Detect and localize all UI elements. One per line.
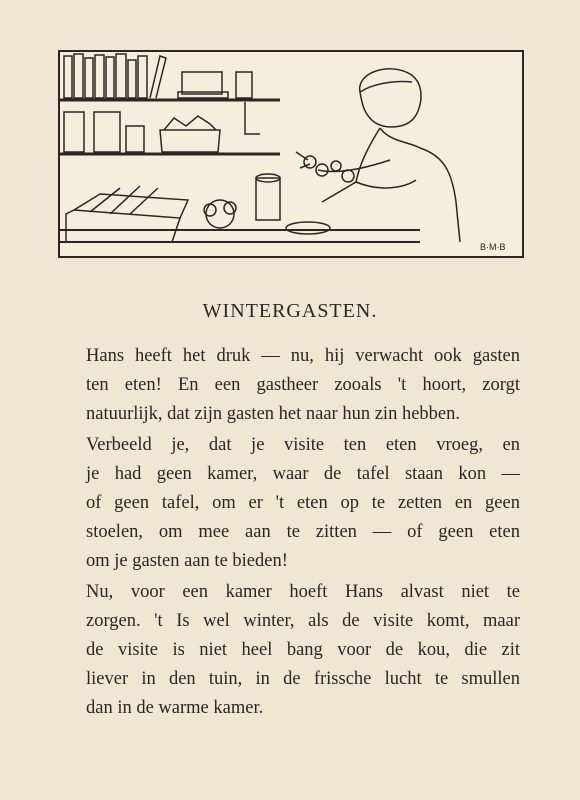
body-text — [86, 342, 520, 723]
chapter-title: WINTERGASTEN. — [202, 300, 378, 322]
text-line: of geen tafel, om er 't eten op te zetten en geen — [86, 493, 520, 513]
text-line: ten eten! En een gastheer zooals 't hoort, zorgt — [86, 375, 520, 395]
illustration-boy-with-flowers — [58, 50, 524, 258]
paragraph — [86, 578, 520, 723]
text-line: je had geen kamer, waar de tafel staan kon — — [86, 464, 520, 484]
text-line: natuurlijk, dat zijn gasten het naar hun zin hebben. — [86, 404, 460, 424]
text-line: Nu, voor een kamer hoeft Hans alvast niet te — [86, 582, 520, 602]
text-line: stoelen, om mee aan te zitten — of geen eten — [86, 522, 520, 542]
paragraph — [86, 431, 520, 576]
text-line: Hans heeft het druk — nu, hij verwacht ook gasten — [86, 346, 520, 366]
text-line: zorgen. 't Is wel winter, als de visite komt, maar — [86, 611, 520, 631]
text-line: om je gasten aan te bieden! — [86, 551, 288, 571]
illustrator-monogram: B·M·B — [480, 242, 506, 252]
text-line: Verbeeld je, dat je visite ten eten vroeg, en — [86, 435, 520, 455]
text-line: dan in de warme kamer. — [86, 698, 264, 718]
paragraph — [86, 342, 520, 429]
illustration-drawing — [60, 52, 522, 256]
text-line: de visite is niet heel bang voor de kou, die zit — [86, 640, 520, 660]
text-line: liever in den tuin, in de frissche lucht te smullen — [86, 669, 520, 689]
